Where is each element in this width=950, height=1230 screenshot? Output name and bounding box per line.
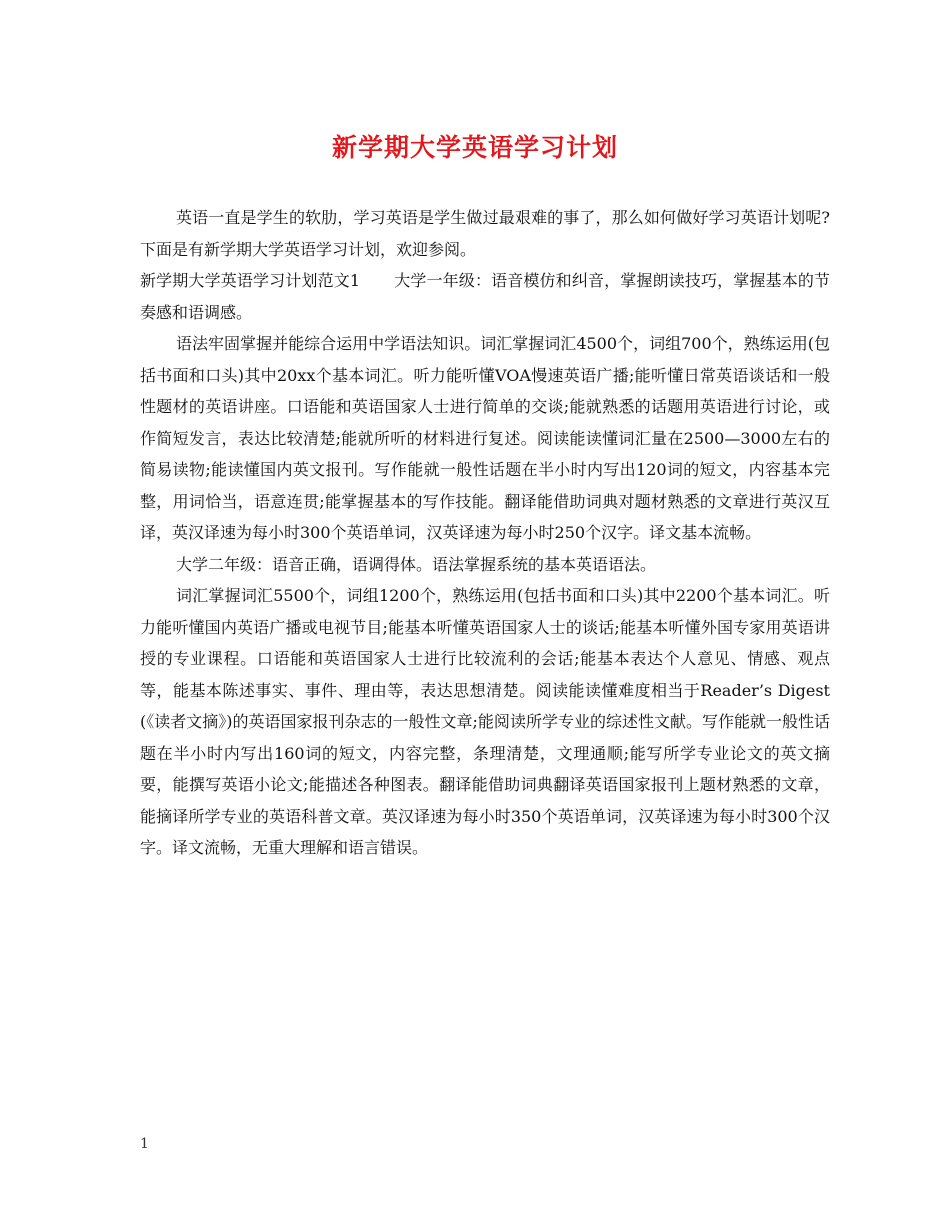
year2-lead-paragraph: 大学二年级：语音正确，语调得体。语法掌握系统的基本英语语法。: [176, 554, 657, 574]
year1-lead: 大学一年级：语音模仿和纠音，掌握朗读技巧，掌握基本的节奏感和语调感。: [140, 271, 830, 322]
year2-paragraph: 词汇掌握词汇5500个，词组1200个，熟练运用(包括书面和口头)其中2200个基本词汇。听力能听懂国内英语广播或电视节目;能基本听懂英语国家人士的谈话;能基本听懂外国专家用英语讲授的专业课程。口语能和英语国家人士进行比较流利的会话;能基本表达个人意见、情感、观点等，能基本陈述事实、事件、理由等，表达思想清楚。阅读能读懂难度相当于Reader’s Digest (《读者文摘》)的英语国家报刊杂志的一般性文章;能阅读所学专业的综述性文献。写作能就一般性话题在半小时内写出160词的短文，内容完整，条理清楚，文理通顺;能写所学专业论文的英文摘要，能撰写英语小论文;能描述各种图表。翻译能借助词典翻译英语国家报刊上题材熟悉的文章，能摘译所学专业的英语科普文章。英汉译速为每小时350个英语单词，汉英译速为每小时300个汉字。译文流畅，无重大理解和语言错误。: [140, 586, 830, 857]
year1-paragraph: 语法牢固掌握并能综合运用中学语法知识。词汇掌握词汇4500个，词组700个，熟练运用(包括书面和口头)其中20xx个基本词汇。听力能听懂VOA慢速英语广播;能听懂日常英语谈话和一般性题材的英语讲座。口语能和英语国家人士进行简单的交谈;能就熟悉的话题用英语进行讨论，或作简短发言，表达比较清楚;能就所听的材料进行复述。阅读能读懂词汇量在2500—3000左右的简易读物;能读懂国内英文报刊。写作能就一般性话题在半小时内写出120词的短文，内容基本完整，用词恰当，语意连贯;能掌握基本的写作技能。翻译能借助词典对题材熟悉的文章进行英汉互译，英汉译速为每小时300个英语单词，汉英译速为每小时250个汉字。译文基本流畅。: [140, 334, 830, 542]
page-number: 1: [140, 1136, 149, 1152]
sample-label: 新学期大学英语学习计划范文1: [140, 271, 361, 290]
intro-paragraph: 英语一直是学生的软肋，学习英语是学生做过最艰难的事了，那么如何做好学习英语计划呢?下面是有新学期大学英语学习计划，欢迎参阅。: [140, 208, 830, 259]
document-body: [140, 202, 830, 864]
document-title: 新学期大学英语学习计划: [331, 133, 618, 162]
sample-paragraph: [140, 265, 830, 328]
